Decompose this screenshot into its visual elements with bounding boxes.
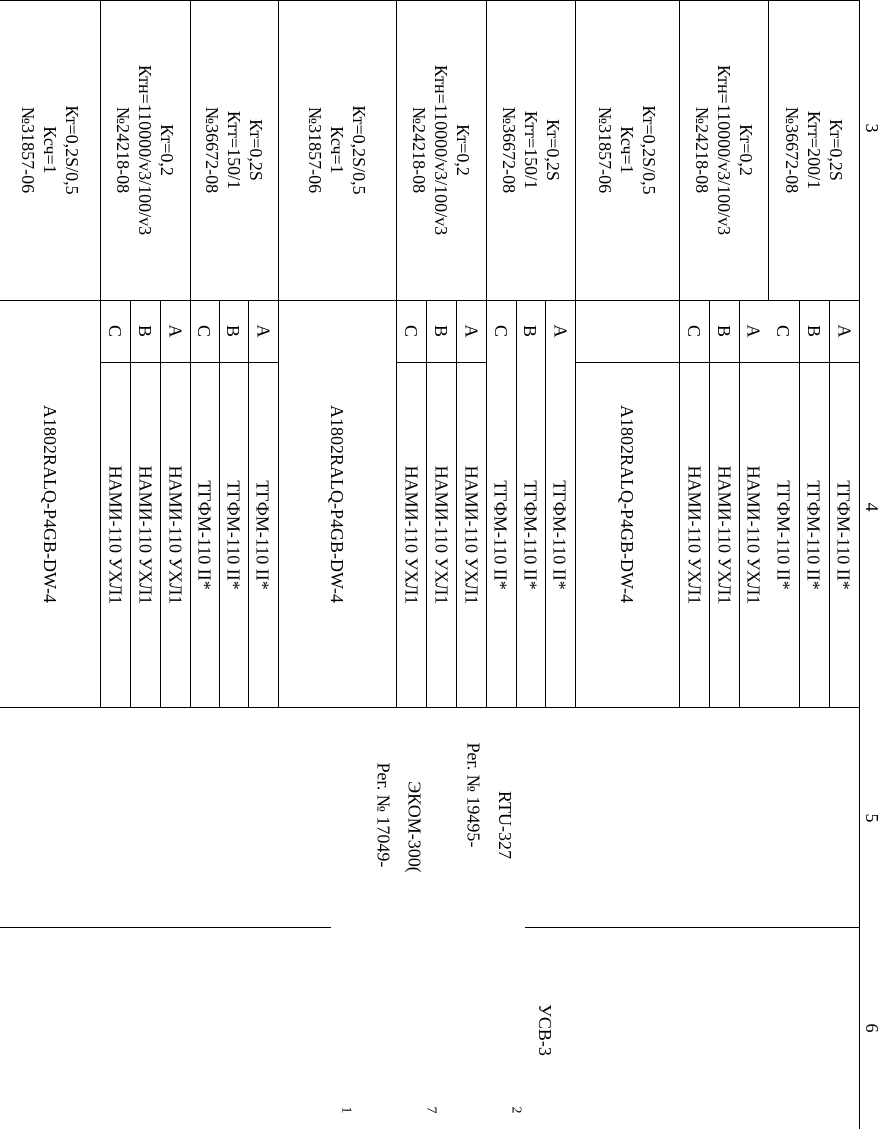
- usv-label: УСВ-3: [535, 1004, 555, 1056]
- param-text: Ксч=1: [327, 126, 347, 174]
- phase-letter: B: [803, 324, 824, 338]
- param-text: Кт=0,2S/0,5: [639, 105, 659, 195]
- meter-model: A1802RALQ-P4GB-DW-4: [617, 404, 637, 603]
- phase-letter: C: [683, 324, 704, 338]
- param-cell: [768, 0, 859, 300]
- param-text: Ксч=1: [617, 126, 637, 174]
- param-text: Ктн=110000/v3/100/v3: [431, 64, 451, 236]
- rtu-label: RTU-327: [495, 791, 516, 859]
- edge-mark: 2: [508, 1106, 523, 1114]
- column-number-3: 3: [862, 123, 882, 133]
- device-type: ТГФМ-110 II*: [491, 479, 512, 590]
- device-type: ТГФМ-110 II*: [520, 479, 541, 590]
- phase-letter: C: [400, 324, 421, 338]
- param-text: №24218-08: [113, 106, 133, 194]
- device-type: ТГФМ-110 II*: [804, 479, 825, 590]
- param-cell: [278, 0, 396, 300]
- device-type: ТГФМ-110 II*: [253, 479, 274, 590]
- param-text: №31857-06: [305, 106, 325, 194]
- param-text: Ксч=1: [40, 126, 60, 174]
- phase-letter: A: [461, 324, 481, 338]
- param-text: Кт=0,2: [453, 124, 473, 176]
- col-divider-4-5: [0, 707, 860, 708]
- param-cell: [486, 0, 575, 300]
- device-type: НАМИ-110 УХЛ1: [135, 465, 155, 604]
- param-text: Кт=0,2S: [542, 119, 563, 181]
- meter-model: A1802RALQ-P4GB-DW-4: [40, 404, 60, 603]
- device-type: НАМИ-110 УХЛ1: [165, 465, 185, 604]
- param-text: Кт=0,2S: [246, 119, 266, 181]
- param-text: №24218-08: [691, 106, 712, 194]
- col-divider-5-6-left: [0, 927, 331, 928]
- col-divider-5-6-right: [525, 927, 860, 928]
- param-text: Ктт=150/1: [520, 110, 541, 190]
- param-text: Ктт=150/1: [224, 110, 244, 190]
- column-number-6: 6: [862, 1023, 882, 1033]
- phase-letter: C: [490, 324, 511, 338]
- param-cell: [679, 0, 768, 300]
- phase-letter: C: [104, 324, 125, 338]
- param-text: Ктт=200/1: [803, 110, 824, 190]
- device-type: НАМИ-110 УХЛ1: [461, 465, 481, 604]
- param-text: №36672-08: [781, 106, 802, 194]
- device-type: ТГФМ-110 II*: [223, 479, 244, 590]
- phase-letter: B: [520, 324, 541, 338]
- phase-letter: A: [834, 324, 854, 338]
- phase-letter: B: [713, 324, 734, 338]
- param-text: №24218-08: [409, 106, 429, 194]
- device-type: НАМИ-110 УХЛ1: [684, 465, 704, 604]
- ekom-reg-number: Рег. № 17049-: [373, 762, 394, 867]
- param-text: Ктн=110000/v3/100/v3: [135, 64, 155, 236]
- phase-letter: A: [550, 324, 570, 338]
- phase-letter: C: [773, 324, 794, 338]
- meter-model: A1802RALQ-P4GB-DW-4: [327, 404, 347, 603]
- rtu-reg-number: Рег. № 19495-: [463, 742, 484, 847]
- param-text: Кт=0,2: [157, 124, 177, 176]
- param-cell: [190, 0, 278, 300]
- frame-right: [859, 0, 860, 1129]
- param-text: №31857-06: [18, 106, 38, 194]
- device-type: НАМИ-110 УХЛ1: [714, 465, 734, 604]
- param-text: №36672-08: [202, 106, 222, 194]
- device-type: ТГФМ-110 II*: [194, 479, 215, 590]
- device-type: НАМИ-110 УХЛ1: [105, 465, 125, 604]
- edge-mark: 7: [423, 1106, 438, 1114]
- phase-letter: C: [194, 324, 215, 338]
- param-cell: [396, 0, 486, 300]
- param-cell: [100, 0, 190, 300]
- phase-letter: A: [165, 324, 185, 338]
- device-type: ТГФМ-110 II*: [550, 479, 571, 590]
- column-number-5: 5: [862, 813, 882, 823]
- phase-letter: B: [223, 324, 244, 338]
- param-text: Кт=0,2: [735, 124, 756, 176]
- phase-letter: B: [134, 324, 155, 338]
- edge-mark: 1: [338, 1106, 353, 1114]
- param-text: Кт=0,2S/0,5: [349, 105, 369, 195]
- device-type: НАМИ-110 УХЛ1: [401, 465, 421, 604]
- param-text: Ктн=110000/v3/100/v3: [713, 64, 734, 236]
- ekom-label: ЭКОМ-300(: [405, 781, 425, 873]
- param-text: Кт=0,2S: [825, 119, 846, 181]
- param-cell: [575, 0, 679, 300]
- phase-letter: A: [253, 324, 273, 338]
- phase-letter: A: [743, 324, 764, 338]
- param-text: №36672-08: [498, 106, 519, 194]
- device-type: НАМИ-110 УХЛ1: [431, 465, 451, 604]
- column-number-4: 4: [862, 502, 882, 512]
- param-text: Кт=0,2S/0,5: [62, 105, 82, 195]
- device-type: ТГФМ-110 II*: [834, 479, 855, 590]
- param-cell: [0, 0, 100, 300]
- param-text: №31857-06: [595, 106, 615, 194]
- phase-letter: B: [430, 324, 451, 338]
- device-type: ТГФМ-110 II*: [773, 479, 794, 590]
- device-type: НАМИ-110 УХЛ1: [743, 465, 764, 604]
